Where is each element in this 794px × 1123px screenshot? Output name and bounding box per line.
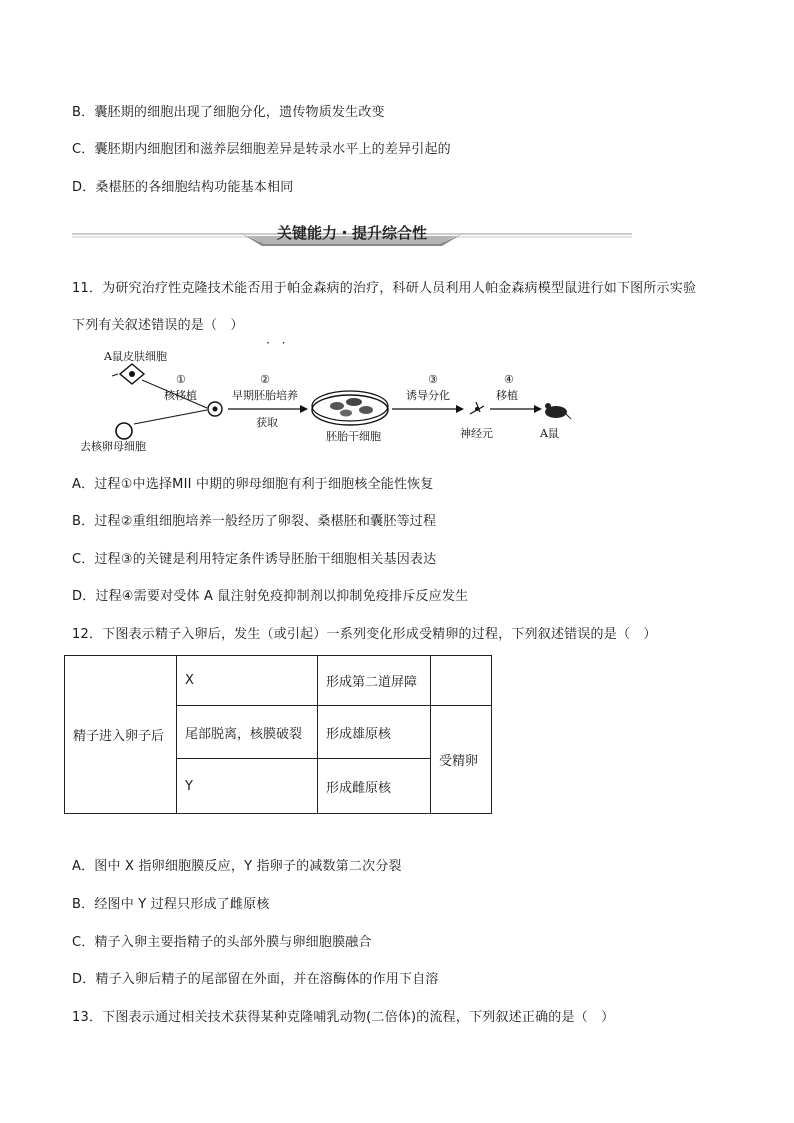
table-cell-x: X: [177, 656, 318, 706]
table-cell-y: Y: [177, 759, 318, 814]
q11-option-d: D．过程④需要对受体 A 鼠注射免疫抑制剂以抑制免疫排斥反应发生: [72, 589, 469, 604]
q13-stem: 13．下图表示通过相关技术获得某种克隆哺乳动物(二倍体)的流程，下列叙述正确的是（ ）: [72, 1010, 615, 1025]
fertilization-table: [64, 655, 492, 814]
q11-option-c: C．过程③的关键是利用特定条件诱导胚胎干细胞相关基因表达: [72, 552, 437, 567]
petri-dish-icon: [312, 391, 388, 425]
table-cell-mid: 尾部脱离，核膜破裂: [177, 706, 318, 759]
label-mouse: A鼠: [540, 427, 559, 440]
q10-option-b: B．囊胚期的细胞出现了细胞分化，遗传物质发生改变: [72, 105, 385, 120]
table-cell-mid-result: 形成雄原核: [318, 706, 431, 759]
step2-sub: 获取: [256, 416, 278, 429]
q11-stem-line2: 下列有关叙述错误的是（ ）: [72, 318, 244, 333]
q10-option-c: C．囊胚期内细胞团和滋养层细胞差异是转录水平上的差异引起的: [72, 142, 451, 157]
table-cell-y-result: 形成雌原核: [318, 759, 431, 814]
table-cell-empty: [431, 656, 492, 706]
step1-number: ①: [176, 373, 186, 386]
q12-option-c: C．精子入卵主要指精子的头部外膜与卵细胞膜融合: [72, 935, 372, 950]
label-stem-cell: 胚胎干细胞: [326, 430, 381, 443]
reconstructed-cell-icon: [208, 402, 222, 416]
step4-label: 移植: [496, 389, 518, 402]
step1-label: 核移植: [164, 389, 197, 402]
step2-number: ②: [260, 373, 270, 386]
arrow-oocyte: [134, 410, 207, 424]
table-cell-right: 受精卵: [431, 706, 492, 814]
emphasis-dots: · ·: [266, 336, 290, 350]
section-title: 关键能力・提升综合性: [276, 224, 427, 242]
section-banner: [72, 218, 632, 250]
cloning-flow-diagram: [72, 340, 572, 452]
skin-cell-icon: [120, 364, 144, 384]
q12-option-b: B．经图中 Y 过程只形成了雌原核: [72, 897, 270, 912]
q10-option-d: D．桑椹胚的各细胞结构功能基本相同: [72, 180, 294, 195]
q12-option-d: D．精子入卵后精子的尾部留在外面，并在溶酶体的作用下自溶: [72, 972, 439, 987]
step4-number: ④: [504, 373, 514, 386]
q11-option-a: A．过程①中选择MII 中期的卵母细胞有利于细胞核全能性恢复: [72, 477, 434, 492]
q11-option-b: B．过程②重组细胞培养一般经历了卵裂、桑椹胚和囊胚等过程: [72, 514, 437, 529]
label-neuron: 神经元: [460, 427, 493, 440]
step3-label: 诱导分化: [406, 389, 450, 402]
label-skin-cell: A鼠皮肤细胞: [104, 350, 167, 363]
mouse-icon: [545, 403, 571, 419]
table-cell-left: 精子进入卵子后: [65, 656, 177, 814]
label-oocyte: 去核卵母细胞: [80, 440, 146, 452]
neuron-icon: [470, 402, 484, 414]
oocyte-icon: [116, 423, 132, 439]
step2-label: 早期胚胎培养: [232, 389, 298, 402]
table-cell-x-result: 形成第二道屏障: [318, 656, 431, 706]
q11-stem-line1: 11．为研究治疗性克隆技术能否用于帕金森病的治疗，科研人员利用人帕金森病模型鼠进行如下图所示实验: [72, 281, 697, 296]
q12-stem: 12．下图表示精子入卵后，发生（或引起）一系列变化形成受精卵的过程，下列叙述错误的是（ ）: [72, 627, 657, 642]
step3-number: ③: [428, 373, 438, 386]
q12-option-a: A．图中 X 指卵细胞膜反应，Y 指卵子的减数第二次分裂: [72, 859, 402, 874]
